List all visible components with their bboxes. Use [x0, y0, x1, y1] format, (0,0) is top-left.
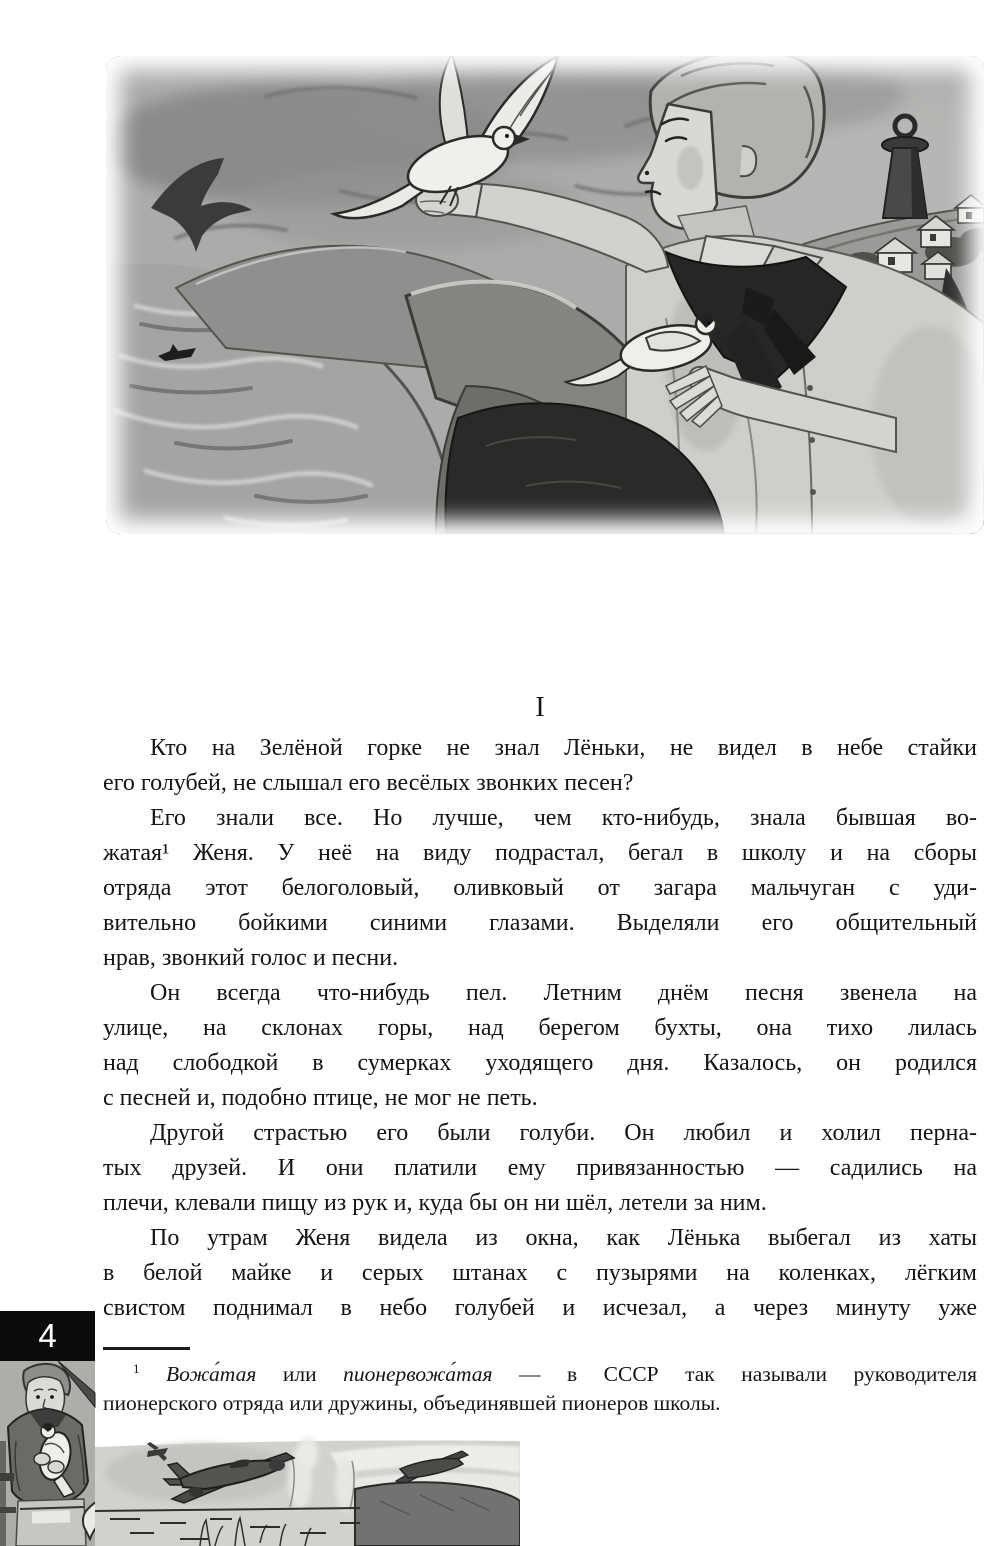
- text-line: По утрам Женя видела из окна, как Лёнька выбегал из хаты: [150, 1225, 977, 1251]
- text-line: его голубей, не слышал его весёлых звонких песен?: [103, 770, 634, 796]
- text-line: свистом поднимал в небо голубей и исчезал, а через минуту уже: [103, 1295, 977, 1321]
- text-line: Кто на Зелёной горке не знал Лёньки, не видел в небе стайки: [150, 735, 977, 761]
- text-line: отряда этот белоголовый, оливковый от загара мальчуган с уди-: [103, 875, 977, 901]
- text-line: Его знали все. Но лучше, чем кто-нибудь, знала бывшая во-: [150, 805, 977, 831]
- text-line: с песней и, подобно птице, не мог не петь.: [103, 1085, 538, 1111]
- text-line: улице, на склонах горы, над берегом бухты, она тихо лилась: [103, 1015, 977, 1041]
- top-illustration: [106, 56, 984, 534]
- text-line: Он всегда что-нибудь пел. Летним днём песня звенела на: [150, 980, 977, 1006]
- text-line: тых друзей. И они платили ему привязанностью — садились на: [103, 1155, 977, 1181]
- boy2-hand: [34, 1453, 50, 1465]
- paragraph: [103, 801, 977, 976]
- body-text: [103, 731, 977, 1326]
- footnote-term-2: пионервожа́тая: [343, 1362, 493, 1386]
- text-line: жатая¹ Женя. У неё на виду подрастал, бегал в школу и на сборы: [103, 840, 977, 866]
- text-line: Другой страстью его были голуби. Он любил и холил перна-: [150, 1120, 977, 1146]
- paragraph: [103, 1221, 977, 1326]
- footnote-line-2: пионерского отряда или дружины, объединявшей пионеров школы.: [103, 1391, 721, 1415]
- text-line: над слободкой в сумерках уходящего дня. Казалось, он родился: [103, 1050, 977, 1076]
- page-number: 4: [38, 1317, 57, 1354]
- text-line: в белой майке и серых штанах с пузырями на коленках, лёгким: [103, 1260, 977, 1286]
- footnote-line-1: $^1$ Вожа́тая или пионервожа́тая — в СССР так называли руководителя: [133, 1360, 977, 1386]
- war-planes-panel: [95, 1437, 520, 1546]
- chapter-heading: I: [535, 692, 545, 723]
- paragraph: [103, 976, 977, 1116]
- paragraph: [103, 1116, 977, 1221]
- boy-ear: [740, 146, 756, 176]
- text-line: вительно бойкими синими глазами. Выделяли его общительный: [103, 910, 977, 936]
- footnote-rule: [103, 1347, 190, 1350]
- distant-cliffs: [355, 1482, 520, 1546]
- text-line: нрав, звонкий голос и песни.: [103, 945, 399, 971]
- top-illustration-drawing: [106, 56, 984, 534]
- page-number-badge: [0, 1311, 95, 1361]
- bottom-illustration-drawing: [0, 1361, 520, 1546]
- footnote-marker: 1: [133, 1360, 140, 1376]
- bottom-illustration: [0, 1361, 520, 1546]
- footnote-term-1: Вожа́тая: [165, 1362, 257, 1386]
- paragraph: [103, 731, 977, 801]
- text-line: плечи, клевали пищу из рук и, куда бы он ни шёл, летели за ним.: [103, 1190, 767, 1216]
